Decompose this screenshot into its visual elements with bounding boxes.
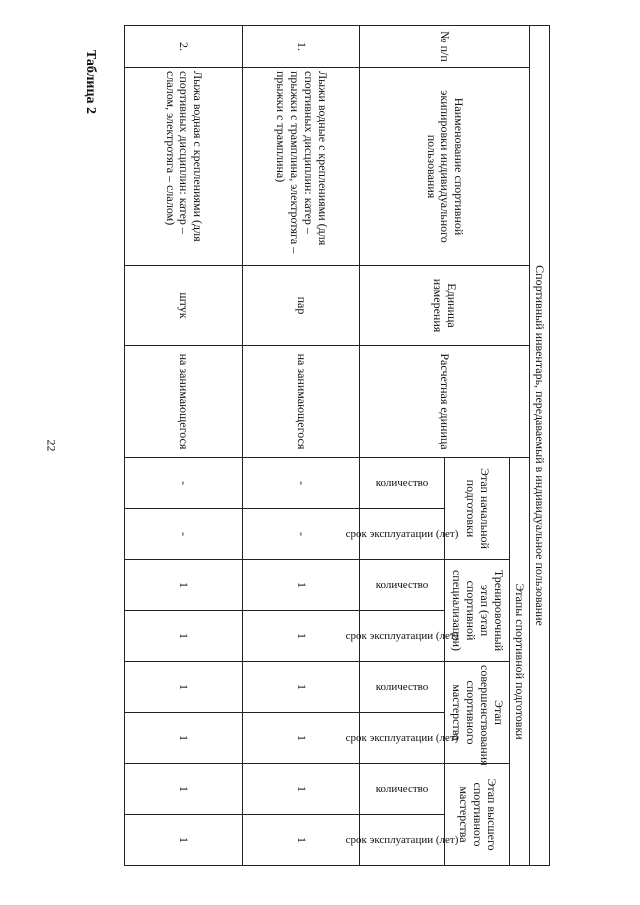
header-stage-3: Этап совершенствования спортивного мастерства <box>445 662 510 764</box>
header-num: № п/п <box>360 26 530 68</box>
row-value: 1 <box>125 764 243 815</box>
table-title: Спортивный инвентарь, передаваемый в индивидуальное пользование <box>530 26 550 866</box>
header-stage-1: Этап начальной подготовки <box>445 458 510 560</box>
header-stage-2: Тренировочный этап (этап спортивной специализации) <box>445 560 510 662</box>
header-quantity <box>360 560 445 611</box>
header-calc-unit: Расчетная единица <box>360 346 530 458</box>
row-value: 1 <box>125 713 243 764</box>
row-value: 1 <box>125 815 243 866</box>
row-value: 1 <box>243 662 360 713</box>
header-service-life-text: срок эксплуатации (лет) <box>345 833 459 846</box>
row-value: 1 <box>125 662 243 713</box>
row-num: 2. <box>125 26 243 68</box>
header-quantity-text: количество <box>375 578 429 591</box>
row-calc-unit: на занимающегося <box>125 346 243 458</box>
header-service-life <box>345 509 459 560</box>
header-name: Наименование спортивной экипировки индивидуального пользования <box>360 68 530 266</box>
header-quantity-text: количество <box>375 782 429 795</box>
header-quantity <box>360 458 445 509</box>
table-row <box>243 26 360 866</box>
header-service-life-text: срок эксплуатации (лет) <box>345 629 459 642</box>
row-num: 1. <box>243 26 360 68</box>
table-row <box>125 26 243 866</box>
page-number: 22 <box>44 439 59 452</box>
row-name: Лыжи водные с креплениями (для спортивных дисциплин: катер – прыжки с трамплина, электротяга – прыжки с трамплина) <box>243 68 360 266</box>
row-value: - <box>243 458 360 509</box>
header-service-life <box>345 713 459 764</box>
row-value: 1 <box>125 611 243 662</box>
row-value: 1 <box>125 560 243 611</box>
row-unit: пар <box>243 266 360 346</box>
equipment-table <box>125 25 550 865</box>
header-quantity <box>360 764 445 815</box>
row-value: - <box>125 458 243 509</box>
header-service-life <box>345 815 459 866</box>
header-service-life-text: срок эксплуатации (лет) <box>345 731 459 744</box>
header-service-life <box>345 611 459 662</box>
header-quantity <box>360 662 445 713</box>
row-unit: штук <box>125 266 243 346</box>
row-value: 1 <box>243 815 360 866</box>
row-name: Лыжа водная с креплениями (для спортивных дисциплин: катер – слалом, электротяга – слалом) <box>125 68 243 266</box>
header-service-life-text: срок эксплуатации (лет) <box>345 527 459 540</box>
table-caption: Таблица 2 <box>83 49 98 115</box>
header-quantity-text: количество <box>375 680 429 693</box>
row-value: 1 <box>243 611 360 662</box>
row-calc-unit: на занимающегося <box>243 346 360 458</box>
row-value: 1 <box>243 764 360 815</box>
row-value: - <box>125 509 243 560</box>
row-value: - <box>243 509 360 560</box>
header-stages-title: Этапы спортивной подготовки <box>510 458 530 866</box>
row-value: 1 <box>243 560 360 611</box>
header-unit: Единица измерения <box>360 266 530 346</box>
header-stage-4: Этап высшего спортивного мастерства <box>445 764 510 866</box>
row-value: 1 <box>243 713 360 764</box>
header-quantity-text: количество <box>375 476 429 489</box>
